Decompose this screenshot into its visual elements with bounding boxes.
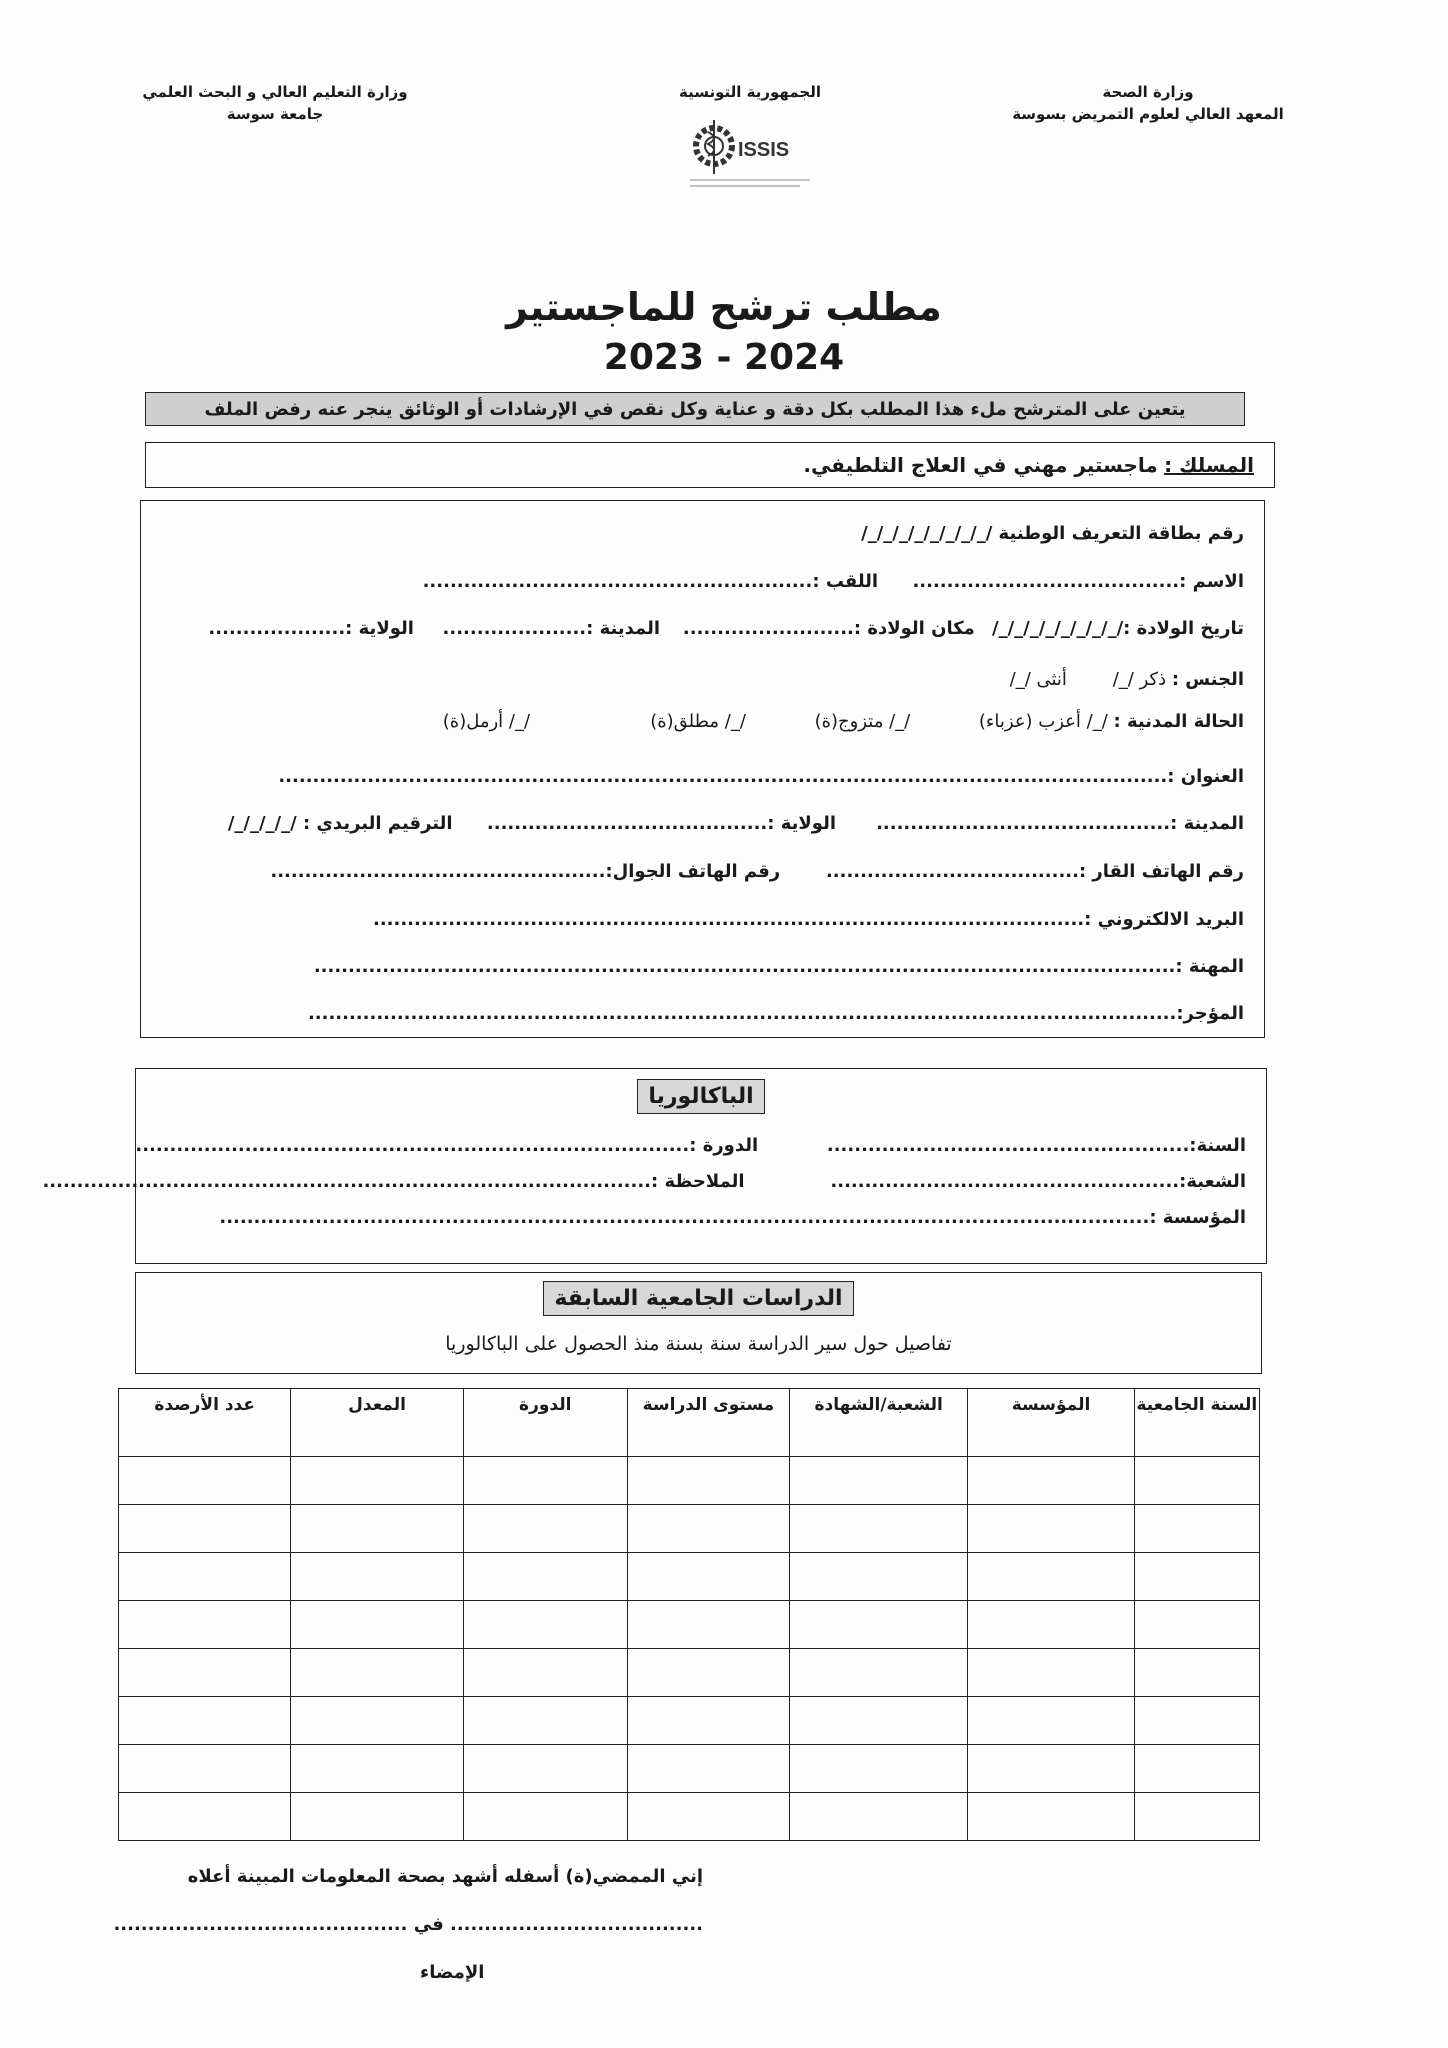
surname-field[interactable]: اللقب :.........................................................	[422, 571, 879, 592]
instructions-notice: يتعين على المترشح ملء هذا المطلب بكل دقة و عناية وكل نقص في الإرشادات أو الوثائق ينجر عنه رفض الملف	[145, 392, 1245, 426]
issis-logo	[680, 112, 820, 192]
academic-years: 2023 - 2024	[603, 337, 845, 378]
table-row	[119, 1745, 1260, 1793]
birth-date-field[interactable]: تاريخ الولادة :/_/_/_/_/_/_/_/_/	[992, 618, 1244, 639]
table-row	[119, 1553, 1260, 1601]
birth-place-field[interactable]: مكان الولادة :.........................	[682, 618, 975, 639]
birth-governorate-field[interactable]: الولاية :....................	[208, 618, 414, 639]
logo-text: ISSIS	[738, 139, 790, 161]
track-value: ماجستير مهني في العلاج التلطيفي.	[803, 453, 1158, 477]
table-row	[119, 1793, 1260, 1841]
sex-male-checkbox[interactable]: ذكر /_/	[1112, 669, 1167, 690]
email-field[interactable]: البريد الالكتروني :........................................................................................................	[372, 909, 1244, 930]
col-institution: المؤسسة	[968, 1389, 1134, 1457]
address-field[interactable]: العنوان :..................................................................................................................................	[278, 766, 1244, 787]
studies-table	[118, 1388, 1260, 1841]
institute-name: المعهد العالي لعلوم التمريض بسوسة	[1012, 104, 1284, 123]
place-date-field[interactable]: ..................................... في ...........................................	[113, 1914, 703, 1935]
marital-label: الحالة المدنية :	[1113, 711, 1244, 732]
table-row	[119, 1601, 1260, 1649]
bac-year-field[interactable]: السنة:.....................................................	[826, 1135, 1246, 1156]
bac-section	[42, 1068, 1267, 1264]
profession-field[interactable]: المهنة :..............................................................................................................................	[313, 956, 1244, 977]
table-row	[119, 1697, 1260, 1745]
studies-subtitle: تفاصيل حول سير الدراسة سنة بسنة منذ الحصول على الباكالوريا	[445, 1333, 952, 1355]
sex-female-checkbox[interactable]: أنثى /_/	[1009, 669, 1067, 690]
address-city-field[interactable]: المدينة :...........................................	[876, 813, 1244, 834]
married-checkbox[interactable]: /_/ متزوج(ة)	[814, 711, 911, 732]
col-credits: عدد الأرصدة	[119, 1389, 291, 1457]
single-checkbox[interactable]: /_/ أعزب (عزباء)	[978, 711, 1108, 732]
col-study-level: مستوى الدراسة	[627, 1389, 789, 1457]
col-session: الدورة	[463, 1389, 627, 1457]
declaration-text: إني الممضي(ة) أسفله أشهد بصحة المعلومات المبينة أعلاه	[187, 1866, 703, 1887]
employer-field[interactable]: المؤجر:...............................................................................................................................	[307, 1003, 1244, 1024]
form-title: مطلب ترشح للماجستير	[506, 285, 942, 329]
track-label: المسلك :	[1164, 453, 1254, 477]
signature-label: الإمضاء	[420, 1962, 485, 1983]
studies-table-body	[119, 1457, 1260, 1841]
col-academic-year: السنة الجامعية	[1134, 1389, 1259, 1457]
table-row	[119, 1649, 1260, 1697]
address-governorate-field[interactable]: الولاية :.........................................	[486, 813, 837, 834]
ministry-higher-ed-header	[140, 82, 410, 126]
bac-session-field[interactable]: الدورة :.................................................................................	[135, 1135, 759, 1156]
republic-header	[620, 82, 880, 104]
col-branch-diploma: الشعبة/الشهادة	[789, 1389, 967, 1457]
studies-heading: الدراسات الجامعية السابقة	[543, 1281, 853, 1316]
bac-institution-field[interactable]: المؤسسة :........................................................................................................................................	[219, 1207, 1246, 1228]
identity-section	[140, 500, 1265, 1038]
name-field[interactable]: الاسم :.......................................	[912, 571, 1244, 592]
sex-label: الجنس :	[1171, 669, 1244, 690]
track-box	[145, 442, 1275, 488]
divorced-checkbox[interactable]: /_/ مطلق(ة)	[650, 711, 746, 732]
university-name: جامعة سوسة	[226, 104, 324, 123]
landline-field[interactable]: رقم الهاتف القار :.....................................	[825, 861, 1244, 882]
studies-table-header	[119, 1389, 1260, 1457]
widowed-checkbox[interactable]: /_/ أرمل(ة)	[442, 711, 531, 732]
bac-heading: الباكالوريا	[637, 1079, 764, 1114]
col-average: المعدل	[291, 1389, 463, 1457]
national-id-field[interactable]: رقم بطاقة التعريف الوطنية /_/_/_/_/_/_/_/_/	[861, 523, 1244, 544]
ministry-health: وزارة الصحة	[1102, 83, 1194, 101]
republic-name: الجمهورية التونسية	[679, 83, 821, 101]
table-row	[119, 1505, 1260, 1553]
birth-city-field[interactable]: المدينة :.....................	[442, 618, 661, 639]
bac-branch-field[interactable]: الشعبة:...................................................	[830, 1171, 1246, 1192]
mobile-field[interactable]: رقم الهاتف الجوال:.................................................	[270, 861, 781, 882]
bac-mention-field[interactable]: الملاحظة :.........................................................................................	[42, 1171, 745, 1192]
studies-header-box	[135, 1272, 1262, 1374]
postal-code-field[interactable]: الترقيم البريدي : /_/_/_/_/	[227, 813, 453, 834]
ministry-higher-ed: وزارة التعليم العالي و البحث العلمي	[142, 83, 408, 101]
ministry-health-header	[958, 82, 1338, 126]
table-row	[119, 1457, 1260, 1505]
